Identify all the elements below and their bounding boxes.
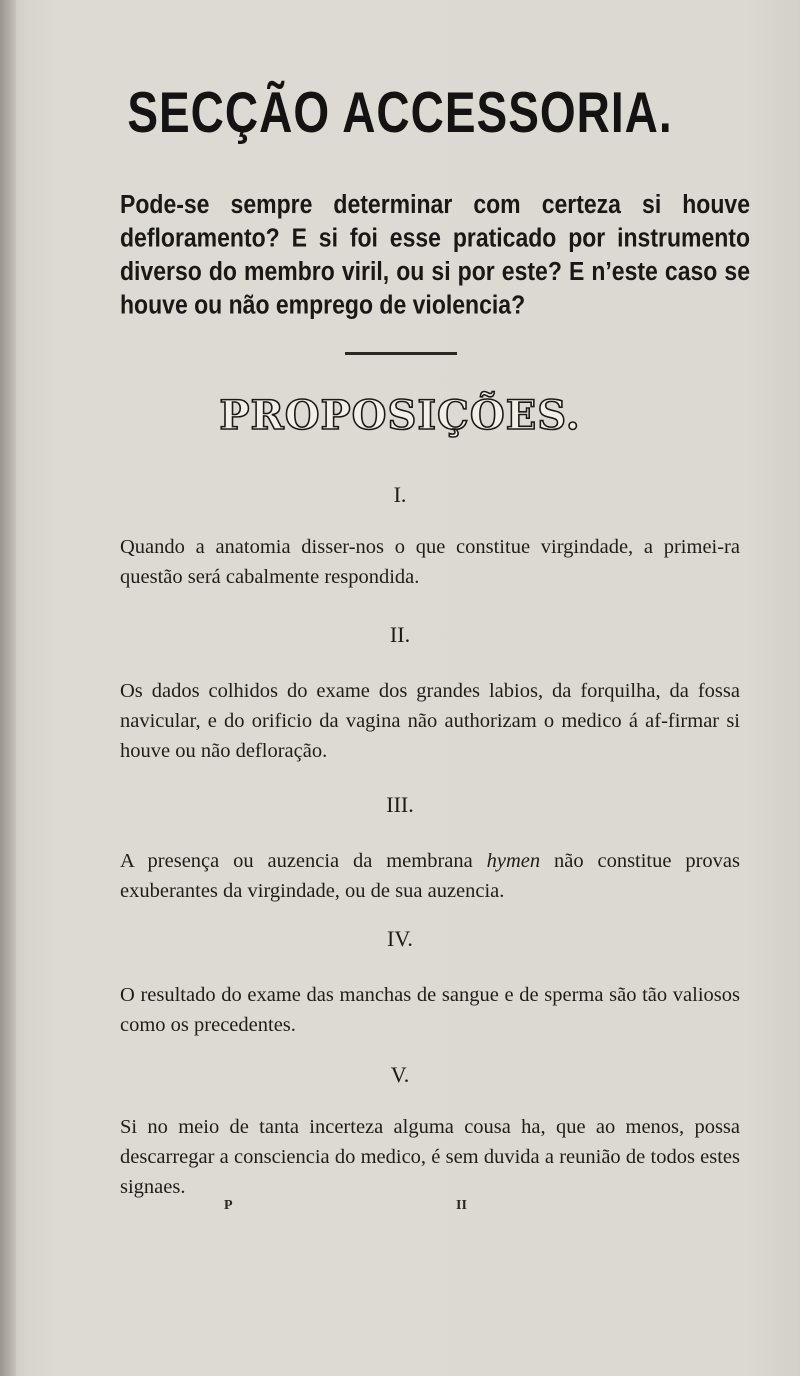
proposition-number-5: V. xyxy=(390,1062,410,1087)
section-title: SECÇÃO ACCESSORIA. xyxy=(127,79,673,145)
intro-text: Pode-se sempre determinar com certeza si houve defloramento? E si foi esse praticado por instrumento diverso do membro viril, ou si por este? E n’este caso se houve ou não emprego de violencia? xyxy=(120,189,750,320)
proposition-3-italic-term: hymen xyxy=(486,850,541,872)
proposition-text-4: O resultado do exame das manchas de sangue e de sperma são tão valiosos como os precedentes. xyxy=(120,984,740,1036)
proposition-text-5: Si no meio de tanta incerteza alguma cousa ha, que ao menos, possa descarregar a consciencia do medico, é sem duvida a reunião de todos estes signaes. xyxy=(120,1116,740,1198)
proposition-number-1: I. xyxy=(393,482,407,507)
intro-question xyxy=(120,187,750,321)
proposition-number-3: III. xyxy=(386,792,414,817)
proposition-number-4: IV. xyxy=(387,926,413,951)
proposition-3-text-before: A presença ou auzencia da membrana xyxy=(120,850,487,872)
proposition-3-text-after: não constitue provas exuberantes da virgindade, ou de sua auzencia. xyxy=(120,850,740,902)
proposition-number-2: II. xyxy=(389,622,411,647)
proposition-text-1: Quando a anatomia disser-nos o que constitue virgindade, a primei-ra questão será cabalmente respondida. xyxy=(120,536,740,588)
page-binding-edge xyxy=(0,0,16,1376)
propositions-title: PROPOSIÇÕES. xyxy=(219,392,581,439)
divider-rule xyxy=(345,352,457,355)
signature-mark-left: P xyxy=(224,1198,233,1213)
proposition-text-3 xyxy=(120,846,740,906)
signature-mark-right: II xyxy=(456,1198,467,1213)
proposition-text-2: Os dados colhidos do exame dos grandes labios, da forquilha, da fossa navicular, e do orificio da vagina não authorizam o medico á af-firmar si houve ou não defloração. xyxy=(120,680,740,762)
